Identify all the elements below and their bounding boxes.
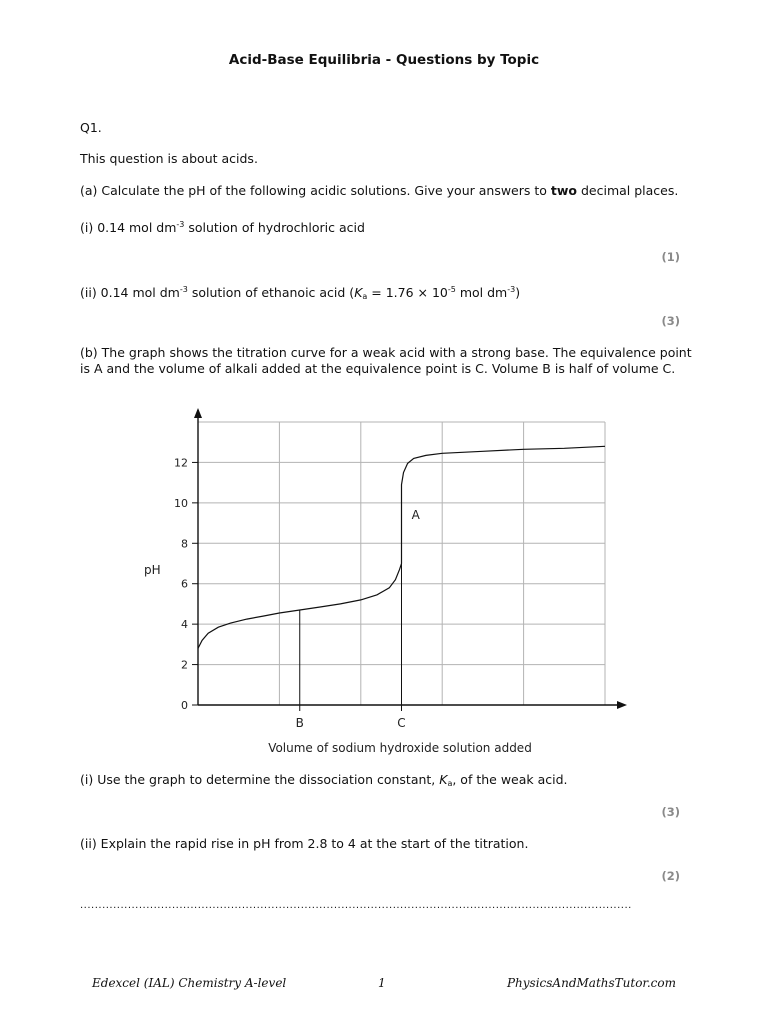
y-tick-label: 4 — [181, 618, 188, 632]
a-i-exponent: -3 — [176, 220, 185, 229]
question-number: Q1. — [80, 120, 102, 135]
b-i-tail: , of the weak acid. — [452, 772, 568, 787]
y-tick-label: 6 — [181, 577, 188, 591]
part-a-lead: (a) Calculate the pH of the following acidic solutions. Give your answers to — [80, 183, 551, 198]
titration-chart — [130, 402, 650, 764]
x-axis-arrow — [617, 701, 627, 709]
y-tick-label: 0 — [181, 699, 188, 712]
b-i-k: K — [439, 772, 448, 787]
page-title: Acid-Base Equilibria - Questions by Topic — [228, 52, 540, 68]
a-ii-close: ) — [515, 285, 521, 300]
part-a-instruction — [80, 183, 678, 199]
chart-axes — [194, 408, 627, 709]
a-ii-unit: mol dm — [455, 285, 508, 300]
a-i-tail: solution of hydrochloric acid — [184, 220, 365, 235]
marks-a-ii: (3) — [661, 314, 680, 328]
a-i-lead: (i) 0.14 mol dm — [80, 220, 177, 235]
b-i-lead: (i) Use the graph to determine the dissociation constant, — [80, 772, 440, 787]
part-a-ii — [80, 282, 520, 305]
equivalence-label-a: A — [411, 508, 420, 523]
y-tick-label: 8 — [181, 537, 188, 551]
a-ii-k: K — [354, 285, 363, 300]
part-b-text: (b) The graph shows the titration curve for a weak acid with a strong base. The equivalence point is A and the volume of alkali added at the equivalence point is C. Volume B is half of volume C. — [80, 345, 692, 376]
x-marker-label: B — [295, 716, 304, 730]
part-b-ii: (ii) Explain the rapid rise in pH from 2.8 to 4 at the start of the titration. — [80, 836, 529, 851]
a-ii-k-sub: a — [362, 292, 368, 301]
a-ii-exponent-3: -3 — [507, 285, 516, 294]
part-a-bold: two — [550, 183, 578, 198]
a-ii-mid: solution of ethanoic acid ( — [187, 285, 355, 300]
b-i-k-sub: a — [447, 779, 453, 788]
part-a-tail: decimal places. — [577, 183, 679, 198]
y-tick-label: 10 — [174, 496, 188, 510]
question-intro: This question is about acids. — [80, 151, 258, 166]
a-ii-lead: (ii) 0.14 mol dm — [80, 285, 180, 300]
x-marker-label: C — [397, 716, 406, 730]
answer-line: ...................................................................................................................................................... — [80, 900, 632, 911]
y-tick-label: 12 — [174, 456, 188, 470]
footer-left: Edexcel (IAL) Chemistry A-level — [92, 976, 287, 990]
a-ii-exponent-1: -3 — [179, 285, 188, 294]
marks-b-i: (3) — [661, 805, 680, 819]
page-number: 1 — [378, 976, 386, 990]
y-tick-label: 2 — [181, 658, 188, 672]
part-a-i — [80, 217, 365, 236]
marks-b-ii: (2) — [661, 869, 680, 883]
a-ii-eq: = 1.76 × 10 — [367, 285, 448, 300]
y-axis-arrow — [194, 408, 202, 418]
y-axis-label: pH — [144, 563, 161, 577]
a-ii-exponent-2: -5 — [447, 285, 456, 294]
x-axis-label: Volume of sodium hydroxide solution added — [268, 741, 532, 755]
footer-right: PhysicsAndMathsTutor.com — [506, 976, 676, 990]
marks-a-i: (1) — [661, 250, 680, 264]
part-b-i — [80, 772, 568, 792]
chart-ticks — [174, 456, 198, 712]
